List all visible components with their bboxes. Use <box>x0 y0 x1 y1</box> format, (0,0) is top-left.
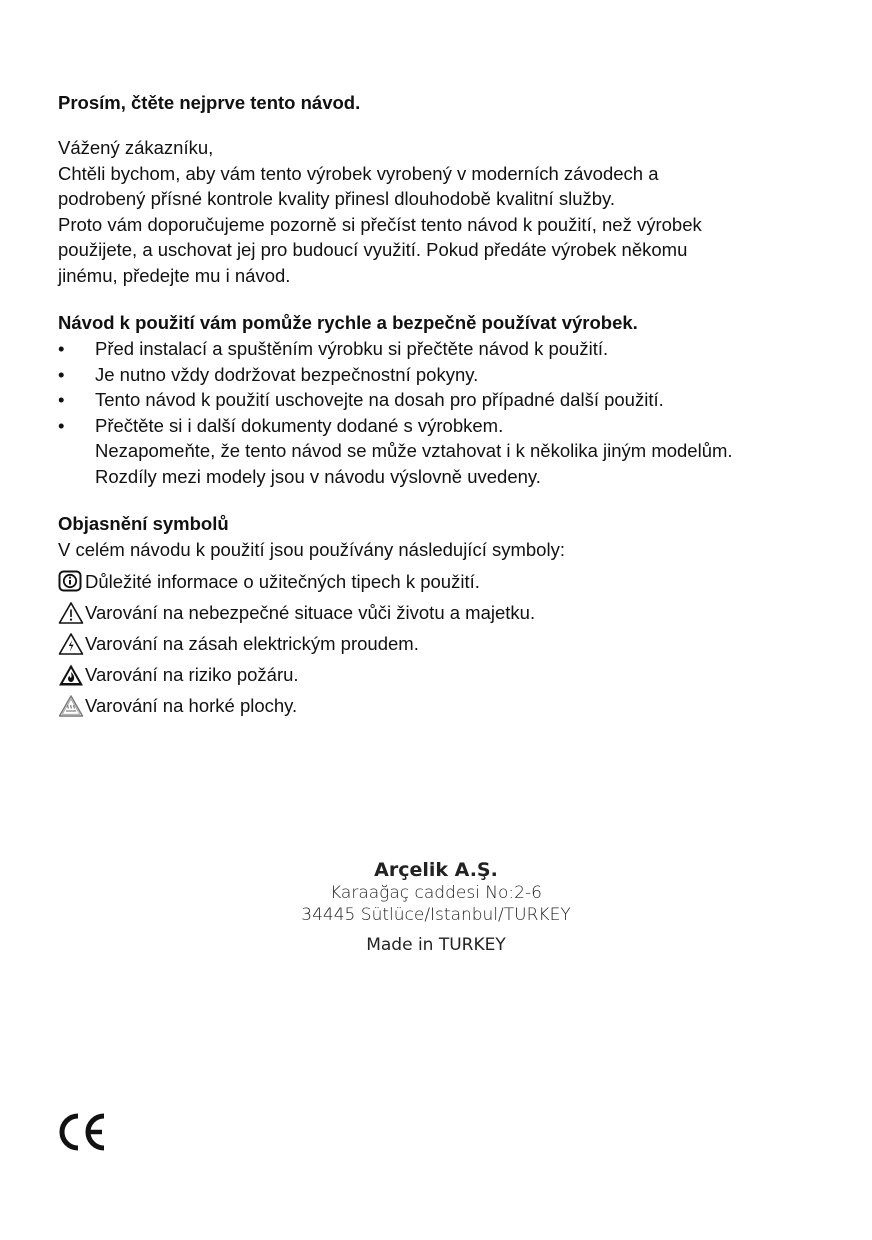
bullet-dot: • <box>58 363 65 385</box>
symbol-text: Důležité informace o užitečných tipech k použití. <box>85 571 480 592</box>
manufacturer-footer <box>0 858 872 956</box>
bullet-dot: • <box>58 414 65 436</box>
symbol-row-warning <box>58 598 838 629</box>
ce-mark-logo <box>56 1112 108 1152</box>
intro-title: Prosím, čtěte nejprve tento návod. <box>58 92 361 113</box>
list-item-text: Tento návod k použití uschovejte na dosah pro případné další použití. <box>95 389 664 410</box>
symbols-section <box>58 511 838 722</box>
intro-line: Chtěli bychom, aby vám tento výrobek vyrobený v moderních závodech a <box>58 162 659 184</box>
list-item <box>58 413 838 439</box>
bullet-continuation: Rozdíly mezi modely jsou v návodu výslovně uvedeny. <box>95 465 541 487</box>
symbol-text: Varování na nebezpečné situace vůči životu a majetku. <box>85 602 536 623</box>
symbol-row-hot <box>58 691 838 722</box>
symbols-title: Objasnění symbolů <box>58 513 229 534</box>
list-item-text: Přečtěte si i další dokumenty dodané s výrobkem. <box>95 414 504 436</box>
hot-surface-icon <box>58 694 85 718</box>
ce-mark <box>56 1112 108 1157</box>
greeting: Vážený zákazníku, <box>58 137 214 158</box>
symbol-text: Varování na zásah elektrickým proudem. <box>85 633 419 654</box>
symbols-intro: V celém návodu k použití jsou používány následující symboly: <box>58 539 565 560</box>
usage-bullet-list <box>58 336 838 438</box>
usage-section <box>58 310 838 489</box>
intro-line: podrobený přísné kontrole kvality přinesl dlouhodobě kvalitní služby. <box>58 188 616 209</box>
list-item-text: Před instalací a spuštěním výrobku si přečtěte návod k použití. <box>95 338 609 359</box>
made-in-label: Made in TURKEY <box>366 935 506 955</box>
intro-line: Proto vám doporučujeme pozorně si přečíst tento návod k použití, než výrobek <box>58 213 702 235</box>
manual-page <box>58 90 838 722</box>
bullet-dot: • <box>58 389 65 410</box>
list-item <box>58 362 838 388</box>
symbol-row-info <box>58 567 838 598</box>
list-item <box>58 387 838 413</box>
list-item <box>58 336 838 362</box>
fire-hazard-icon <box>58 663 85 687</box>
info-icon <box>58 570 85 594</box>
symbol-text: Varování na horké plochy. <box>85 695 298 716</box>
intro-line: použijete, a uschovat jej pro budoucí využití. Pokud předáte výrobek někomu <box>58 239 688 260</box>
symbol-row-fire <box>58 660 838 691</box>
intro-paragraph <box>58 161 838 289</box>
usage-title: Návod k použití vám pomůže rychle a bezpečně používat výrobek. <box>58 312 638 333</box>
address-line-1: Karaağaç caddesi No:2-6 <box>330 883 542 903</box>
electric-shock-icon <box>58 632 85 656</box>
bullet-continuation: Nezapomeňte, že tento návod se může vztahovat i k několika jiným modelům. <box>95 440 733 461</box>
warning-triangle-icon <box>58 601 85 625</box>
intro-line: jinému, předejte mu i návod. <box>58 264 291 286</box>
list-item-text: Je nutno vždy dodržovat bezpečnostní pokyny. <box>95 363 479 385</box>
symbol-row-electric <box>58 629 838 660</box>
address-line-2: 34445 Sütlüce/Istanbul/TURKEY <box>301 905 571 925</box>
symbol-text: Varování na riziko požáru. <box>85 664 299 685</box>
bullet-dot: • <box>58 338 65 359</box>
company-name: Arçelik A.Ş. <box>374 859 498 881</box>
